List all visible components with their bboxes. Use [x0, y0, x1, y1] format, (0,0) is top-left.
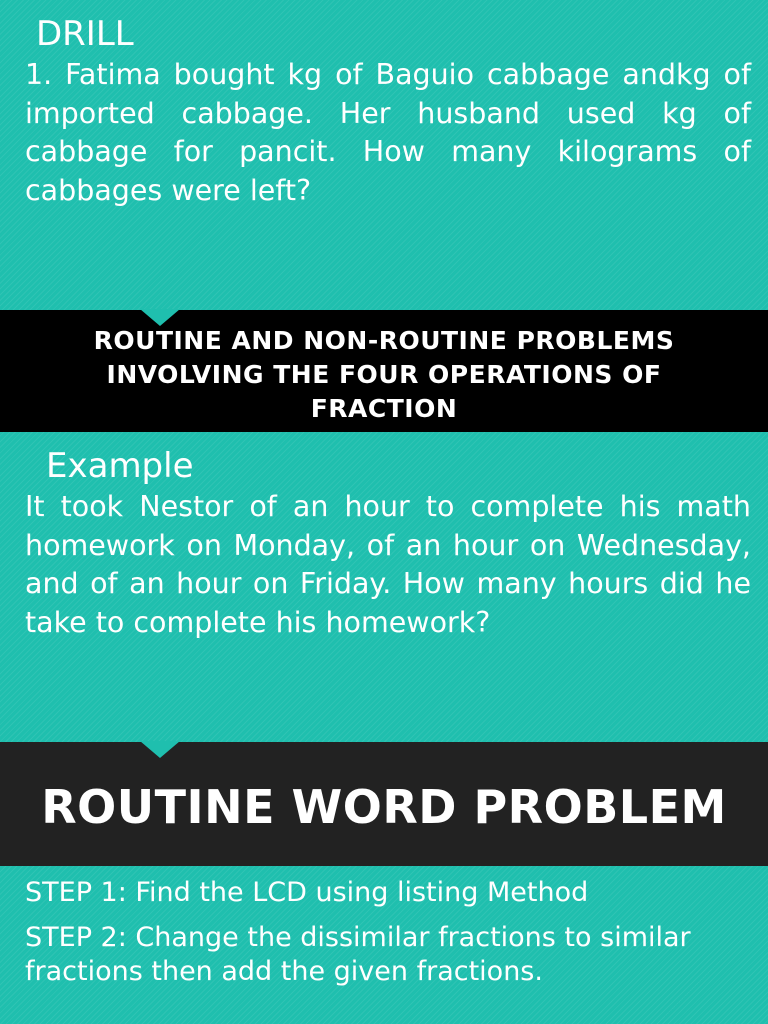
example-slide — [0, 432, 768, 742]
example-problem-text: It took Nestor of an hour to complete his math homework on Monday, of an hour on Wednesday, and of an hour on Friday. How many hours did he take to complete his homework? — [25, 490, 751, 639]
step-1-text: STEP 1: Find the LCD using listing Method — [25, 877, 589, 908]
step-2-text: STEP 2: Change the dissimilar fractions to similar fractions then add the given fractions. — [25, 922, 691, 987]
drill-title: DRILL — [36, 14, 134, 54]
routine-word-problem-heading: ROUTINE WORD PROBLEM — [41, 780, 727, 834]
example-title: Example — [46, 446, 194, 486]
topic-banner-text: ROUTINE AND NON-ROUTINE PROBLEMS INVOLVING THE FOUR OPERATIONS OF FRACTION — [93, 326, 675, 423]
drill-problem-text: 1. Fatima bought kg of Baguio cabbage andkg of imported cabbage. Her husband used kg of cabbage for pancit. How many kilograms of cabbages were left? — [25, 58, 751, 207]
steps-slide — [0, 866, 768, 1024]
drill-slide — [0, 0, 768, 310]
banner-notch — [140, 741, 180, 758]
topic-banner — [0, 310, 768, 432]
routine-word-problem-banner — [0, 742, 768, 866]
